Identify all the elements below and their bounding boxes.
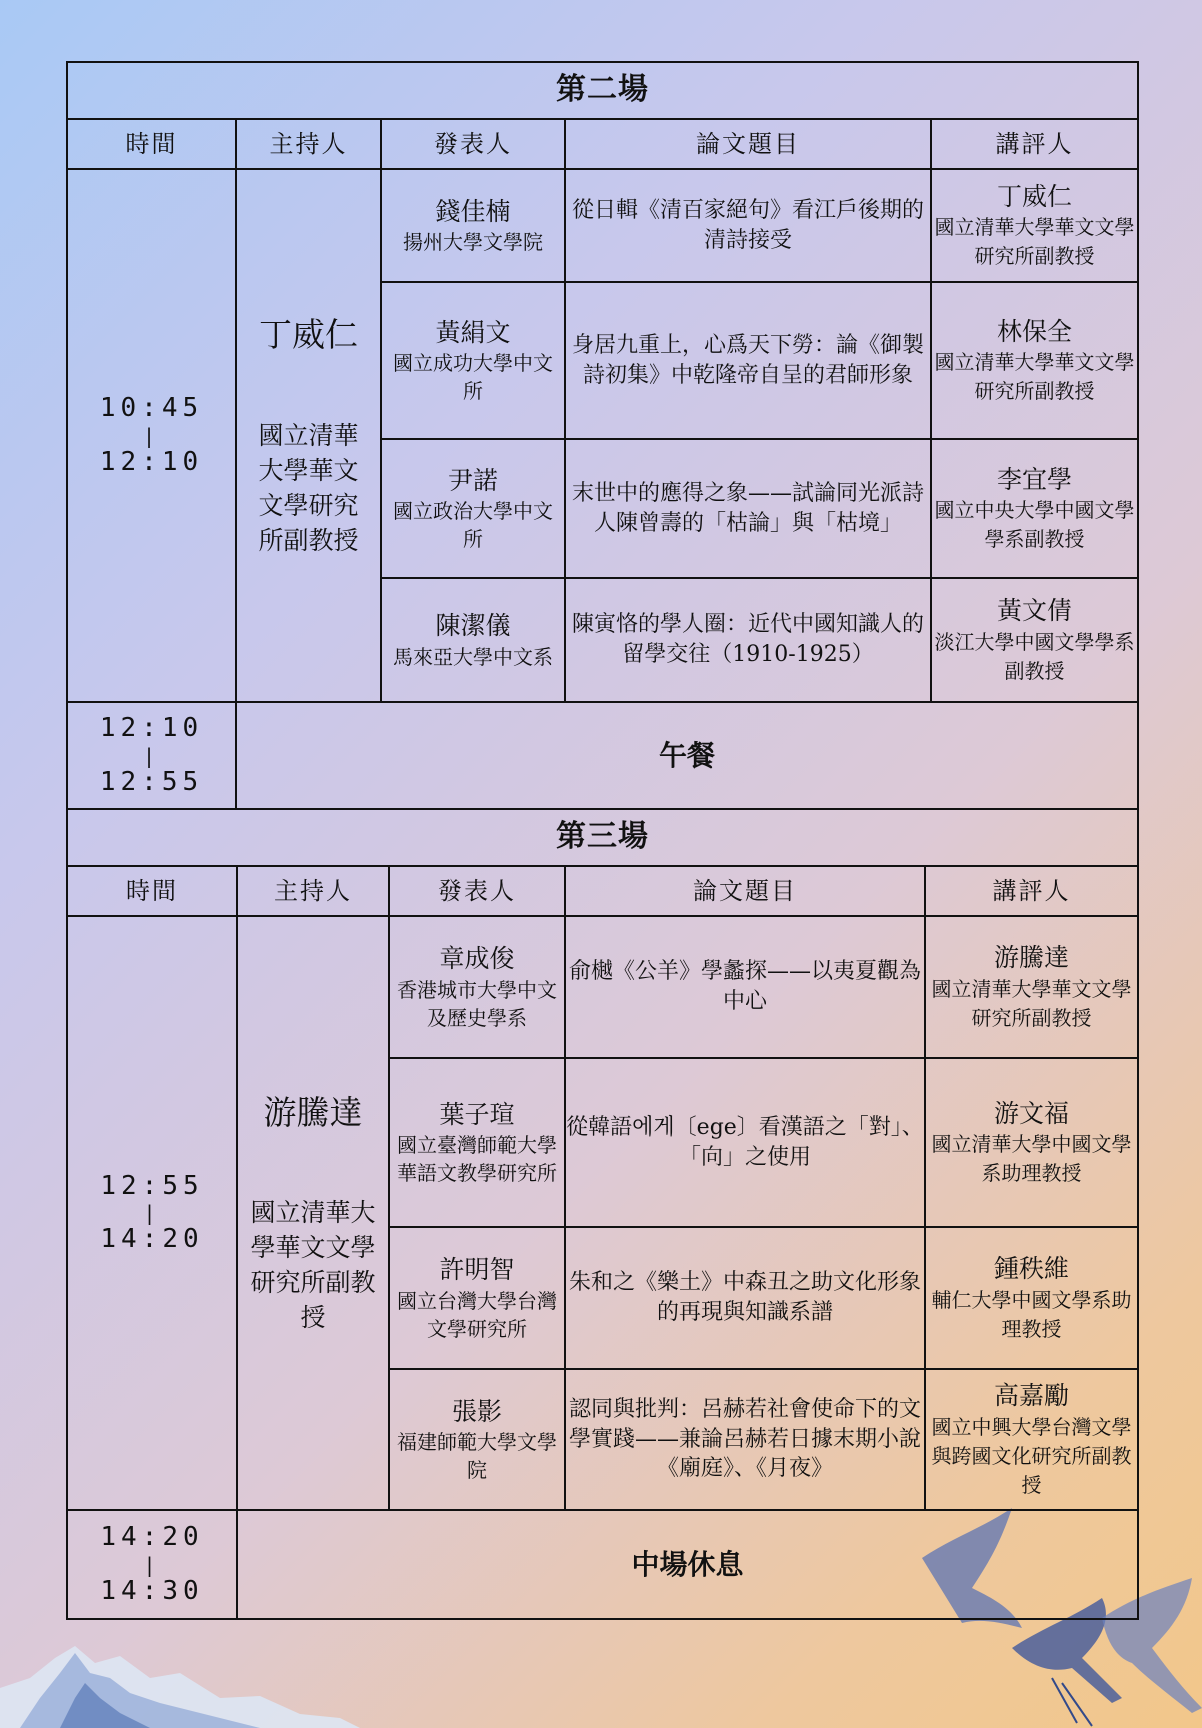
paper-title: 從日輯《清百家絕句》看江戶後期的清詩接受 bbox=[565, 169, 931, 282]
time-end: 12:10 bbox=[99, 446, 204, 477]
host-name: 游騰達 bbox=[263, 1092, 363, 1132]
lunch-label: 午餐 bbox=[236, 702, 1138, 809]
discussant-affiliation: 淡江大學中國文學學系副教授 bbox=[934, 629, 1135, 683]
time-start: 14:20 bbox=[100, 1522, 204, 1553]
presenter-cell bbox=[381, 439, 565, 578]
time-start: 10:45 bbox=[99, 393, 204, 424]
session2-table bbox=[66, 61, 1139, 810]
header-time: 時間 bbox=[67, 119, 236, 169]
paper-title: 朱和之《樂土》中森丑之助文化形象的再現與知識系譜 bbox=[565, 1227, 925, 1369]
session-host bbox=[237, 916, 389, 1510]
discussant-name: 林保全 bbox=[996, 316, 1072, 346]
presenter-affiliation: 國立臺灣師範大學華語文教學研究所 bbox=[397, 1133, 557, 1186]
presenter-affiliation: 國立台灣大學台灣文學研究所 bbox=[397, 1288, 557, 1341]
presenter-cell bbox=[389, 916, 565, 1058]
paper-title: 從韓語에게〔ege〕看漢語之「對」、「向」之使用 bbox=[565, 1058, 925, 1227]
time-end: 12:55 bbox=[99, 766, 204, 797]
presenter-cell bbox=[389, 1227, 565, 1369]
presenter-name: 黃絹文 bbox=[435, 317, 511, 347]
presenter-affiliation: 國立成功大學中文所 bbox=[393, 351, 553, 404]
presenter-name: 尹諾 bbox=[447, 465, 498, 495]
discussant-cell bbox=[931, 169, 1138, 282]
session-title: 第三場 bbox=[67, 809, 1138, 866]
header-host: 主持人 bbox=[237, 866, 389, 916]
header-discussant: 講評人 bbox=[925, 866, 1138, 916]
discussant-cell bbox=[925, 916, 1138, 1058]
presenter-affiliation: 香港城市大學中文及歷史學系 bbox=[397, 977, 557, 1030]
discussant-affiliation: 國立清華大學中國文學系助理教授 bbox=[931, 1132, 1132, 1186]
time-end: 14:20 bbox=[100, 1224, 204, 1254]
discussant-name: 游文福 bbox=[993, 1098, 1069, 1128]
discussant-affiliation: 國立清華大學華文文學研究所副教授 bbox=[931, 976, 1132, 1030]
paper-title: 俞樾《公羊》學蠡探——以夷夏觀為中心 bbox=[565, 916, 925, 1058]
paper-title: 陳寅恪的學人圈：近代中國知識人的留學交往（1910-1925） bbox=[565, 578, 931, 702]
time-start: 12:10 bbox=[99, 713, 204, 744]
presenter-cell bbox=[381, 282, 565, 439]
presenter-name: 張影 bbox=[451, 1396, 502, 1426]
host-name: 丁威仁 bbox=[259, 315, 358, 355]
time-separator: | bbox=[143, 1552, 161, 1577]
paper-title: 身居九重上，心爲天下勞：論《御製詩初集》中乾隆帝自呈的君師形象 bbox=[565, 282, 931, 439]
presenter-name: 陳潔儀 bbox=[435, 611, 511, 641]
header-discussant: 講評人 bbox=[931, 119, 1138, 169]
discussant-name: 高嘉勵 bbox=[993, 1381, 1069, 1411]
discussant-name: 游騰達 bbox=[993, 943, 1069, 973]
header-host: 主持人 bbox=[236, 119, 381, 169]
session-time bbox=[67, 916, 237, 1510]
time-start: 12:55 bbox=[100, 1170, 204, 1201]
presenter-name: 錢佳楠 bbox=[435, 196, 511, 226]
presenter-name: 許明智 bbox=[439, 1255, 515, 1285]
presenter-cell bbox=[381, 169, 565, 282]
header-presenter: 發表人 bbox=[381, 119, 565, 169]
discussant-cell bbox=[925, 1058, 1138, 1227]
header-presenter: 發表人 bbox=[389, 866, 565, 916]
header-time: 時間 bbox=[67, 866, 237, 916]
lunch-time bbox=[67, 702, 236, 809]
session-title: 第二場 bbox=[67, 62, 1138, 119]
header-paper: 論文題目 bbox=[565, 866, 925, 916]
discussant-affiliation: 國立中央大學中國文學學系副教授 bbox=[934, 498, 1135, 552]
header-paper: 論文題目 bbox=[565, 119, 931, 169]
time-end: 14:30 bbox=[100, 1575, 204, 1606]
discussant-name: 李宜學 bbox=[996, 464, 1072, 494]
presenter-cell bbox=[389, 1369, 565, 1510]
presenter-affiliation: 馬來亞大學中文系 bbox=[393, 644, 553, 669]
presenter-cell bbox=[389, 1058, 565, 1227]
discussant-cell bbox=[931, 282, 1138, 439]
session-time bbox=[67, 169, 236, 702]
presenter-name: 章成俊 bbox=[439, 944, 515, 974]
discussant-name: 黃文倩 bbox=[996, 596, 1072, 626]
session3-table bbox=[66, 808, 1139, 1620]
presenter-affiliation: 福建師範大學文學院 bbox=[397, 1430, 557, 1483]
discussant-cell bbox=[925, 1369, 1138, 1510]
discussant-name: 丁威仁 bbox=[996, 181, 1072, 211]
discussant-affiliation: 國立清華大學華文文學研究所副教授 bbox=[934, 350, 1135, 404]
presenter-affiliation: 國立政治大學中文所 bbox=[393, 499, 553, 552]
time-separator: | bbox=[142, 423, 161, 448]
mountain-decoration bbox=[0, 1618, 360, 1728]
host-affiliation: 國立清華大學華文文學研究所副教授 bbox=[258, 420, 359, 555]
presenter-name: 葉子瑄 bbox=[439, 1099, 515, 1129]
discussant-cell bbox=[931, 439, 1138, 578]
break-time bbox=[67, 1510, 237, 1619]
discussant-cell bbox=[931, 578, 1138, 702]
discussant-name: 鍾秩維 bbox=[993, 1254, 1069, 1284]
paper-title: 認同與批判：呂赫若社會使命下的文學實踐——兼論呂赫若日據末期小說《廟庭》、《月夜》 bbox=[565, 1369, 925, 1510]
discussant-cell bbox=[925, 1227, 1138, 1369]
break-label: 中場休息 bbox=[237, 1510, 1138, 1619]
host-affiliation: 國立清華大學華文文學研究所副教授 bbox=[250, 1198, 376, 1333]
presenter-cell bbox=[381, 578, 565, 702]
discussant-affiliation: 輔仁大學中國文學系助理教授 bbox=[931, 1287, 1132, 1341]
paper-title: 末世中的應得之象——試論同光派詩人陳曾壽的「枯論」與「枯境」 bbox=[565, 439, 931, 578]
discussant-affiliation: 國立清華大學華文文學研究所副教授 bbox=[934, 215, 1135, 269]
time-separator: | bbox=[142, 743, 161, 768]
discussant-affiliation: 國立中興大學台灣文學與跨國文化研究所副教授 bbox=[931, 1414, 1132, 1497]
session-host bbox=[236, 169, 381, 702]
time-separator: | bbox=[143, 1201, 161, 1225]
presenter-affiliation: 揚州大學文學院 bbox=[403, 230, 543, 255]
